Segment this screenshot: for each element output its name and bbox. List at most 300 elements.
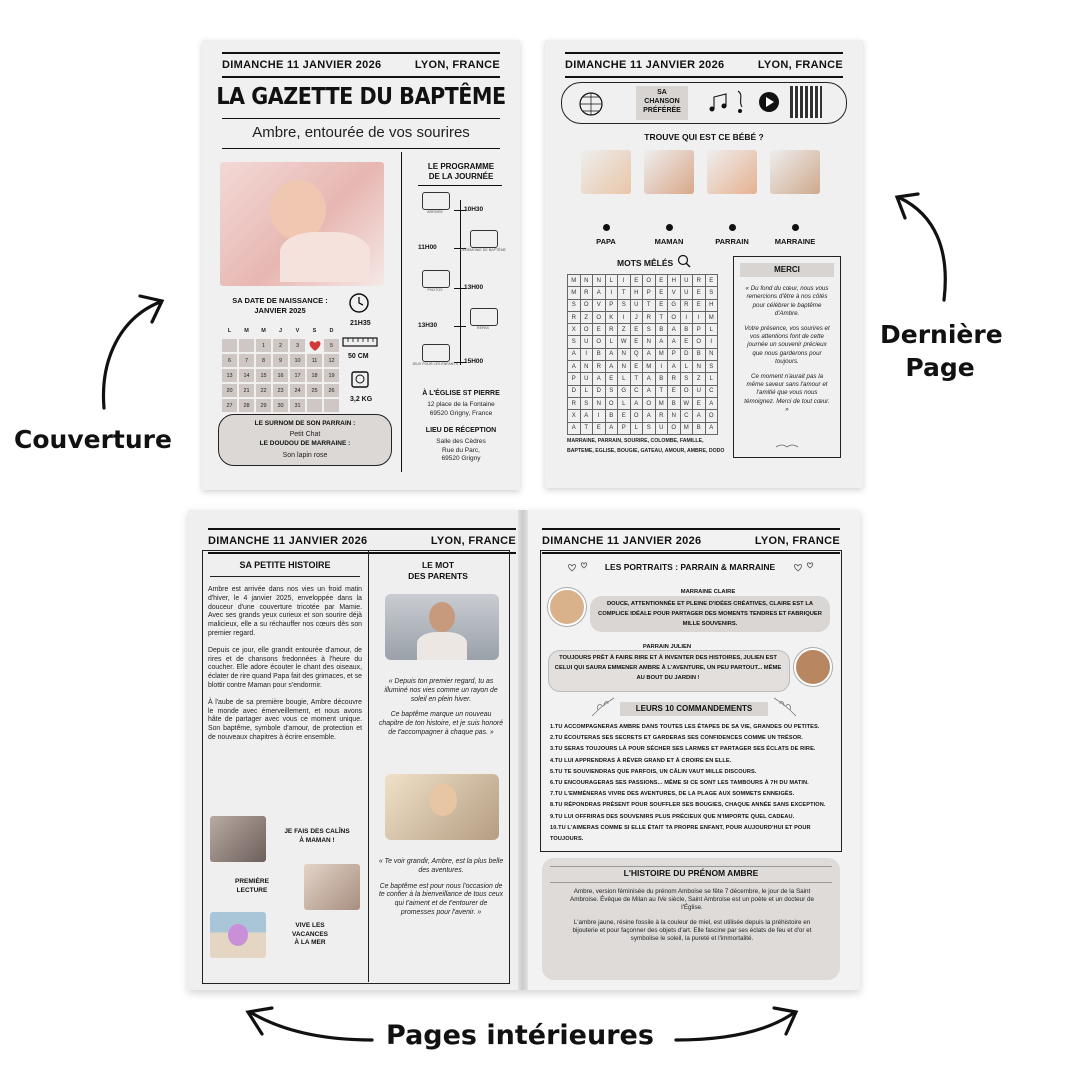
- grid-cell[interactable]: X: [568, 324, 581, 336]
- grid-cell[interactable]: I: [618, 275, 631, 287]
- label-pages-interieures: Pages intérieures: [386, 1020, 654, 1051]
- grid-cell[interactable]: I: [656, 361, 669, 373]
- calendar-day: 6: [222, 354, 237, 367]
- grid-cell[interactable]: A: [568, 361, 581, 373]
- commandment-item: 6.TU ENCOURAGERAS SES PASSIONS... MÊME SI CE SONT LES TAMBOURS À 7H DU MATIN.: [550, 780, 809, 787]
- commandment-item: 5.TU TE SOUVIENDRAS QUE PARFOIS, UN CÂLIN VAUT MILLE DISCOURS.: [550, 768, 757, 775]
- grid-cell[interactable]: R: [643, 312, 656, 324]
- grid-cell[interactable]: M: [656, 398, 669, 410]
- grid-cell[interactable]: A: [706, 398, 719, 410]
- birth-label: SA DATE DE NAISSANCE :: [232, 296, 328, 305]
- gazette-subtitle: Ambre, entourée de vos sourires: [252, 124, 470, 141]
- grid-cell[interactable]: E: [656, 287, 669, 299]
- word-search-grid[interactable]: [567, 274, 718, 435]
- grid-cell[interactable]: N: [693, 361, 706, 373]
- grid-cell[interactable]: O: [668, 423, 681, 435]
- merci-1: « Du fond du cœur, nous vous remercions d'être à nos côtés pour célébrer le baptême d'Ambre.: [745, 285, 829, 318]
- grid-cell[interactable]: E: [593, 423, 606, 435]
- schedule-time: 15H00: [464, 358, 484, 365]
- grid-cell[interactable]: E: [693, 398, 706, 410]
- grid-cell[interactable]: A: [581, 410, 594, 422]
- header-place: LYON, FRANCE: [430, 535, 516, 547]
- calendar-day: 23: [273, 384, 288, 397]
- nickname-label: LE SURNOM DE SON PARRAIN :: [254, 420, 356, 427]
- grid-cell[interactable]: B: [693, 423, 706, 435]
- subtitle-rule: [222, 148, 500, 149]
- schedule-icon: [422, 192, 450, 210]
- calendar-day: 22: [256, 384, 271, 397]
- baby-guess-photo: [581, 150, 631, 194]
- grid-cell[interactable]: R: [606, 324, 619, 336]
- grid-cell[interactable]: U: [581, 373, 594, 385]
- story-1: Ambre est arrivée dans nos vies un froid matin d'hiver, le 4 janvier 2025, enveloppée dans la douceur d'une couverture tricotée par Mamie. Avec ses grands yeux curieux et son sourire déjà malicieux, elle a su réchauffer nos cœurs dès son premier regard.: [208, 586, 362, 637]
- parents-title: [368, 560, 508, 582]
- parents-title-2: DES PARENTS: [408, 571, 468, 581]
- grid-cell[interactable]: O: [593, 312, 606, 324]
- grid-cell[interactable]: A: [643, 349, 656, 361]
- parrain-text: TOUJOURS PRÊT À FAIRE RIRE ET À INVENTER DES HISTOIRES, JULIEN EST CELUI QUI SAURA EMMENER AMBRE À L'AVENTURE, UN PEU PARTOUT... MÊME AU BOUT DU JARDIN !: [554, 655, 782, 681]
- grid-cell[interactable]: O: [706, 410, 719, 422]
- grid-cell[interactable]: S: [706, 361, 719, 373]
- grid-cell[interactable]: P: [606, 300, 619, 312]
- reception-label: LIEU DE RÉCEPTION: [425, 427, 497, 434]
- header-date: DIMANCHE 11 JANVIER 2026: [222, 59, 382, 71]
- schedule-caption: JEUX POUR LES ENFANTS: [412, 362, 458, 366]
- grid-cell[interactable]: R: [681, 300, 694, 312]
- grid-cell[interactable]: U: [693, 386, 706, 398]
- grid-cell[interactable]: M: [681, 423, 694, 435]
- grid-cell[interactable]: S: [581, 398, 594, 410]
- cover-page: [202, 40, 520, 490]
- name-history-rule: [550, 866, 832, 867]
- grid-cell[interactable]: O: [693, 336, 706, 348]
- reception-1: Salle des Cèdres: [436, 438, 486, 445]
- marraine-label: MARRAINE CLAIRE: [680, 589, 736, 595]
- scale-icon: [350, 367, 370, 389]
- marraine-avatar: [548, 588, 586, 626]
- merci-text: [742, 285, 832, 415]
- program-title: [406, 162, 516, 182]
- grid-cell[interactable]: U: [681, 275, 694, 287]
- calendar-day: 17: [290, 369, 305, 382]
- grid-cell[interactable]: Z: [618, 324, 631, 336]
- grid-cell[interactable]: O: [581, 324, 594, 336]
- grid-cell[interactable]: U: [581, 336, 594, 348]
- grid-cell[interactable]: A: [606, 423, 619, 435]
- grid-cell[interactable]: B: [606, 410, 619, 422]
- grid-cell[interactable]: H: [668, 275, 681, 287]
- grid-cell[interactable]: C: [631, 386, 644, 398]
- calendar-day: 2: [273, 339, 288, 352]
- grid-cell[interactable]: B: [681, 324, 694, 336]
- header-date: DIMANCHE 11 JANVIER 2026: [208, 535, 368, 547]
- clock-icon: [348, 292, 370, 314]
- grid-cell[interactable]: N: [706, 349, 719, 361]
- guess-label: PAPA: [596, 237, 616, 246]
- last-page: [545, 40, 863, 488]
- grid-cell[interactable]: A: [631, 398, 644, 410]
- calendar-day: 7: [239, 354, 254, 367]
- grid-cell[interactable]: T: [656, 312, 669, 324]
- grid-cell[interactable]: K: [606, 312, 619, 324]
- grid-cell[interactable]: E: [631, 275, 644, 287]
- grid-cell[interactable]: M: [656, 349, 669, 361]
- grid-cell[interactable]: M: [643, 361, 656, 373]
- cover-column-divider: [401, 152, 402, 472]
- grid-cell[interactable]: E: [593, 324, 606, 336]
- grid-cell[interactable]: I: [618, 312, 631, 324]
- birth-calendar: [222, 324, 339, 412]
- grid-cell[interactable]: S: [606, 386, 619, 398]
- gazette-title: LA GAZETTE DU BAPTÊME: [216, 84, 506, 110]
- grid-cell[interactable]: S: [568, 300, 581, 312]
- grid-cell[interactable]: R: [668, 373, 681, 385]
- calendar-day: 12: [324, 354, 339, 367]
- guess-dot[interactable]: [603, 224, 610, 231]
- calendar-day: 5: [324, 339, 339, 352]
- commandment-item: 9.TU LUI OFFRIRAS DES SOUVENIRS PLUS PRÉCIEUX QUE N'IMPORTE QUEL CADEAU.: [550, 813, 795, 820]
- grid-cell[interactable]: N: [643, 336, 656, 348]
- grid-cell[interactable]: B: [656, 324, 669, 336]
- grid-cell[interactable]: L: [631, 423, 644, 435]
- grid-cell[interactable]: Z: [693, 373, 706, 385]
- grid-cell[interactable]: T: [643, 300, 656, 312]
- calendar-day: 1: [256, 339, 271, 352]
- grid-cell[interactable]: P: [643, 287, 656, 299]
- calendar-day: [239, 339, 254, 352]
- calendar-day: 21: [239, 384, 254, 397]
- calendar-day: 14: [239, 369, 254, 382]
- photo-reading: [304, 864, 360, 910]
- birth-date-block: [220, 296, 340, 316]
- caption-beach-1: VIVE LES: [295, 922, 325, 929]
- birth-length: 50 CM: [348, 353, 369, 360]
- play-button-icon[interactable]: [758, 91, 780, 113]
- grid-cell[interactable]: G: [668, 300, 681, 312]
- timeline-line: [460, 200, 461, 365]
- calendar-day: 15: [256, 369, 271, 382]
- reception-address: [406, 438, 516, 464]
- calendar-day: 20: [222, 384, 237, 397]
- caption-reading-2: LECTURE: [236, 886, 268, 894]
- grid-cell[interactable]: T: [656, 386, 669, 398]
- calendar-weekday: D: [329, 327, 334, 334]
- schedule-icon: [422, 344, 450, 362]
- grid-cell[interactable]: P: [693, 324, 706, 336]
- grid-cell[interactable]: W: [681, 398, 694, 410]
- grid-cell[interactable]: I: [681, 312, 694, 324]
- header-date: DIMANCHE 11 JANVIER 2026: [565, 59, 725, 71]
- magnifier-icon: [677, 254, 691, 268]
- grid-cell[interactable]: R: [656, 410, 669, 422]
- grid-cell[interactable]: I: [693, 312, 706, 324]
- grid-cell[interactable]: L: [606, 336, 619, 348]
- word-list-2: BAPTEME, EGLISE, BOUGIE, GATEAU, AMOUR, AMBRE, DODO: [567, 447, 725, 454]
- grid-cell[interactable]: A: [643, 373, 656, 385]
- cover-header: [222, 52, 500, 78]
- calendar-day: 3: [290, 339, 305, 352]
- grid-cell[interactable]: L: [618, 398, 631, 410]
- word-list-1: MARRAINE, PARRAIN, SOURIRE, COLOMBE, FAMILLE,: [567, 438, 704, 444]
- grid-cell[interactable]: L: [606, 275, 619, 287]
- label-derniere-line2: Page: [905, 353, 975, 382]
- grid-cell[interactable]: S: [568, 336, 581, 348]
- grid-cell[interactable]: N: [593, 275, 606, 287]
- leaf-icon: [590, 696, 616, 718]
- caption-hug-2: À MAMAN !: [299, 836, 335, 844]
- grid-cell[interactable]: O: [643, 398, 656, 410]
- calendar-day: [307, 399, 322, 412]
- schedule-time: 11H00: [418, 244, 437, 251]
- qr-code[interactable]: [790, 86, 822, 118]
- grid-cell[interactable]: E: [656, 300, 669, 312]
- name-history-text: [564, 888, 820, 943]
- guess-dot[interactable]: [792, 224, 799, 231]
- grid-cell[interactable]: R: [568, 398, 581, 410]
- grid-cell[interactable]: N: [581, 361, 594, 373]
- grid-cell[interactable]: R: [593, 361, 606, 373]
- song-2: CHANSON: [644, 98, 680, 105]
- reception-2: Rue du Parc,: [442, 446, 480, 454]
- grid-cell[interactable]: R: [568, 312, 581, 324]
- grid-cell[interactable]: E: [693, 300, 706, 312]
- grid-cell[interactable]: D: [681, 349, 694, 361]
- label-derniere-line1: Dernière: [880, 320, 1003, 349]
- grid-cell[interactable]: B: [656, 373, 669, 385]
- heart-icon: [774, 441, 800, 451]
- grid-cell[interactable]: A: [593, 287, 606, 299]
- commandment-item: 1.TU ACCOMPAGNERAS AMBRE DANS TOUTES LES ÉTAPES DE SA VIE, GRANDES OU PETITES.: [550, 724, 820, 730]
- commandment-item: 2.TU ÉCOUTERAS SES SECRETS ET GARDERAS SES CONFIDENCES COMME UN TRÉSOR.: [550, 735, 803, 742]
- calendar-day: 16: [273, 369, 288, 382]
- grid-cell[interactable]: L: [681, 361, 694, 373]
- grid-cell[interactable]: R: [693, 275, 706, 287]
- grid-cell[interactable]: M: [706, 312, 719, 324]
- grid-cell[interactable]: S: [618, 300, 631, 312]
- grid-cell[interactable]: X: [568, 410, 581, 422]
- church-address: [406, 401, 516, 418]
- spine: [518, 510, 528, 990]
- calendar-weekday: J: [278, 327, 283, 334]
- grid-cell[interactable]: A: [668, 336, 681, 348]
- caption-hug: [272, 828, 362, 845]
- grid-cell[interactable]: A: [656, 336, 669, 348]
- grid-cell[interactable]: O: [643, 275, 656, 287]
- music-notes-icon: [708, 87, 754, 117]
- church-addr-1: 12 place de la Fontaine: [427, 401, 495, 408]
- grid-cell[interactable]: E: [631, 336, 644, 348]
- hearts-icon: [566, 558, 592, 576]
- church-addr-2: 69520 Grigny, France: [429, 409, 493, 417]
- grid-cell[interactable]: U: [656, 423, 669, 435]
- photo-hug: [210, 816, 266, 862]
- grid-cell[interactable]: S: [643, 423, 656, 435]
- grid-cell[interactable]: A: [568, 423, 581, 435]
- last-header: [565, 52, 843, 78]
- grid-cell[interactable]: B: [593, 349, 606, 361]
- calendar-weekday: V: [295, 327, 300, 334]
- commandment-item: 8.TU RÉPONDRAS PRÉSENT POUR SOUFFLER SES BOUGIES, CHAQUE ANNÉE SANS EXCEPTION.: [550, 802, 826, 809]
- grid-cell[interactable]: T: [631, 373, 644, 385]
- grid-cell[interactable]: A: [606, 349, 619, 361]
- calendar-day: 11: [307, 354, 322, 367]
- grid-cell[interactable]: L: [706, 324, 719, 336]
- calendar-day: 9: [273, 354, 288, 367]
- grid-cell[interactable]: A: [693, 410, 706, 422]
- calendar-day: 10: [290, 354, 305, 367]
- grid-cell[interactable]: A: [668, 324, 681, 336]
- grid-cell[interactable]: A: [568, 349, 581, 361]
- calendar-weekday: S: [312, 327, 317, 334]
- grid-cell[interactable]: V: [593, 300, 606, 312]
- calendar-day: 8: [256, 354, 271, 367]
- grid-cell[interactable]: D: [568, 386, 581, 398]
- story-2: Depuis ce jour, elle grandit entourée d'amour, de rires et de chansons fredonnées à l'heure du coucher. Elle adore écouter le chant des oiseaux, éclater de rire quand Papa fait des grimaces, et se blottir contre Maman pour s'endormir.: [208, 646, 362, 689]
- grid-cell[interactable]: O: [681, 386, 694, 398]
- grid-cell[interactable]: O: [668, 312, 681, 324]
- grid-cell[interactable]: E: [618, 410, 631, 422]
- grid-cell[interactable]: I: [581, 349, 594, 361]
- guess-title: TROUVE QUI EST CE BÉBÉ ?: [644, 132, 764, 142]
- grid-cell[interactable]: O: [631, 410, 644, 422]
- grid-cell[interactable]: W: [618, 336, 631, 348]
- commandment-item: TOUJOURS.: [550, 836, 584, 843]
- grid-cell[interactable]: N: [581, 275, 594, 287]
- grid-cell[interactable]: N: [618, 361, 631, 373]
- grid-cell[interactable]: P: [618, 423, 631, 435]
- father-quote: [378, 678, 504, 738]
- grid-cell[interactable]: S: [706, 287, 719, 299]
- photo-beach: [210, 912, 266, 958]
- grid-cell[interactable]: B: [693, 349, 706, 361]
- calendar-day: 26: [324, 384, 339, 397]
- grid-cell[interactable]: V: [668, 287, 681, 299]
- grid-cell[interactable]: E: [631, 361, 644, 373]
- mother-quote-1: « Te voir grandir, Ambre, est la plus belle des aventures.: [378, 858, 504, 874]
- grid-cell[interactable]: L: [581, 386, 594, 398]
- grid-cell[interactable]: A: [643, 410, 656, 422]
- calendar-day: 24: [290, 384, 305, 397]
- grid-cell[interactable]: E: [656, 275, 669, 287]
- grid-cell[interactable]: C: [681, 410, 694, 422]
- song-label: [636, 86, 688, 120]
- grid-cell[interactable]: N: [618, 349, 631, 361]
- grid-cell[interactable]: H: [631, 287, 644, 299]
- grid-cell[interactable]: S: [643, 324, 656, 336]
- mother-quote: [378, 858, 504, 918]
- grid-cell[interactable]: P: [668, 349, 681, 361]
- guess-label: MAMAN: [654, 237, 684, 246]
- grid-cell[interactable]: O: [593, 336, 606, 348]
- guess-dot[interactable]: [729, 224, 736, 231]
- grid-cell[interactable]: C: [706, 386, 719, 398]
- grid-cell[interactable]: U: [631, 300, 644, 312]
- guess-label: PARRAIN: [715, 237, 749, 246]
- grid-cell[interactable]: I: [606, 287, 619, 299]
- name-history-1: Ambre, version féminisée du prénom Amboise se fête 7 décembre, le jour de la Saint Ambroise. Évêque de Milan au IVe siècle, Saint Ambroise est un poète et un docteur de l'Église.: [570, 888, 814, 912]
- calendar-day: [222, 339, 237, 352]
- grid-cell[interactable]: M: [568, 287, 581, 299]
- grid-cell[interactable]: U: [681, 287, 694, 299]
- header-place: LYON, FRANCE: [757, 59, 843, 71]
- grid-cell[interactable]: O: [581, 300, 594, 312]
- grid-cell[interactable]: Z: [581, 312, 594, 324]
- leaf-icon: [772, 696, 798, 718]
- grid-cell[interactable]: I: [593, 410, 606, 422]
- header-place: LYON, FRANCE: [754, 535, 840, 547]
- grid-cell[interactable]: A: [668, 361, 681, 373]
- grid-cell[interactable]: T: [618, 287, 631, 299]
- grid-cell[interactable]: T: [581, 423, 594, 435]
- grid-cell[interactable]: A: [706, 423, 719, 435]
- arrow-cover-icon: [103, 302, 160, 408]
- grid-cell[interactable]: E: [693, 287, 706, 299]
- schedule-caption: PHOTOS: [427, 288, 443, 292]
- baby-guess-photo: [707, 150, 757, 194]
- calendar-day: [324, 399, 339, 412]
- grid-cell[interactable]: D: [593, 386, 606, 398]
- grid-cell[interactable]: Q: [631, 349, 644, 361]
- header-place: LYON, FRANCE: [414, 59, 500, 71]
- grid-cell[interactable]: G: [618, 386, 631, 398]
- grid-cell[interactable]: J: [631, 312, 644, 324]
- grid-cell[interactable]: S: [681, 373, 694, 385]
- calendar-weekday: M: [244, 327, 249, 334]
- guess-dot[interactable]: [666, 224, 673, 231]
- grid-cell[interactable]: B: [668, 398, 681, 410]
- story-rule: [210, 576, 360, 577]
- song-1: SA: [657, 89, 667, 96]
- schedule-time: 13H00: [464, 284, 484, 291]
- grid-cell[interactable]: E: [668, 386, 681, 398]
- father-quote-2: Ce baptême marque un nouveau chapitre de ton histoire, et je suis honoré de t'accompagner à chaque pas. »: [378, 711, 504, 736]
- grid-cell[interactable]: E: [706, 275, 719, 287]
- grid-cell[interactable]: N: [593, 398, 606, 410]
- grid-cell[interactable]: E: [681, 336, 694, 348]
- schedule-time: 13H30: [418, 322, 438, 329]
- birth-time: 21H35: [350, 320, 371, 327]
- story-3: À l'aube de sa première bougie, Ambre découvre le monde avec émerveillement, et nous avons hâte de partager avec vous ce moment unique. Son baptême, symbole d'amour, de protection et de nouveaux chapitres à écrire ensemble.: [208, 698, 362, 741]
- grid-cell[interactable]: L: [706, 373, 719, 385]
- grid-cell[interactable]: R: [581, 287, 594, 299]
- calendar-day: 29: [256, 399, 271, 412]
- ruler-icon: [342, 336, 378, 348]
- heart-icon: [307, 339, 322, 352]
- grid-cell[interactable]: L: [618, 373, 631, 385]
- grid-cell[interactable]: N: [668, 410, 681, 422]
- photo-mother: [385, 774, 499, 840]
- calendar-day: 18: [307, 369, 322, 382]
- grid-cell[interactable]: E: [631, 324, 644, 336]
- calendar-weekday: M: [261, 327, 266, 334]
- schedule-icon: [470, 230, 498, 248]
- hearts-icon: [792, 558, 818, 576]
- calendar-day: 13: [222, 369, 237, 382]
- grid-cell[interactable]: O: [606, 398, 619, 410]
- nickname-value: Petit Chat: [289, 431, 321, 438]
- baby-photo: [220, 162, 384, 286]
- grid-cell[interactable]: H: [706, 300, 719, 312]
- grid-cell[interactable]: A: [593, 373, 606, 385]
- grid-cell[interactable]: M: [568, 275, 581, 287]
- grid-cell[interactable]: E: [606, 373, 619, 385]
- grid-cell[interactable]: A: [606, 361, 619, 373]
- grid-cell[interactable]: P: [568, 373, 581, 385]
- grid-cell[interactable]: A: [643, 386, 656, 398]
- grid-cell[interactable]: I: [706, 336, 719, 348]
- birth-month: JANVIER 2025: [254, 306, 306, 315]
- commandment-item: 3.TU SERAS TOUJOURS LÀ POUR SÉCHER SES LARMES ET PARTAGER SES ÉCLATS DE RIRE.: [550, 746, 816, 753]
